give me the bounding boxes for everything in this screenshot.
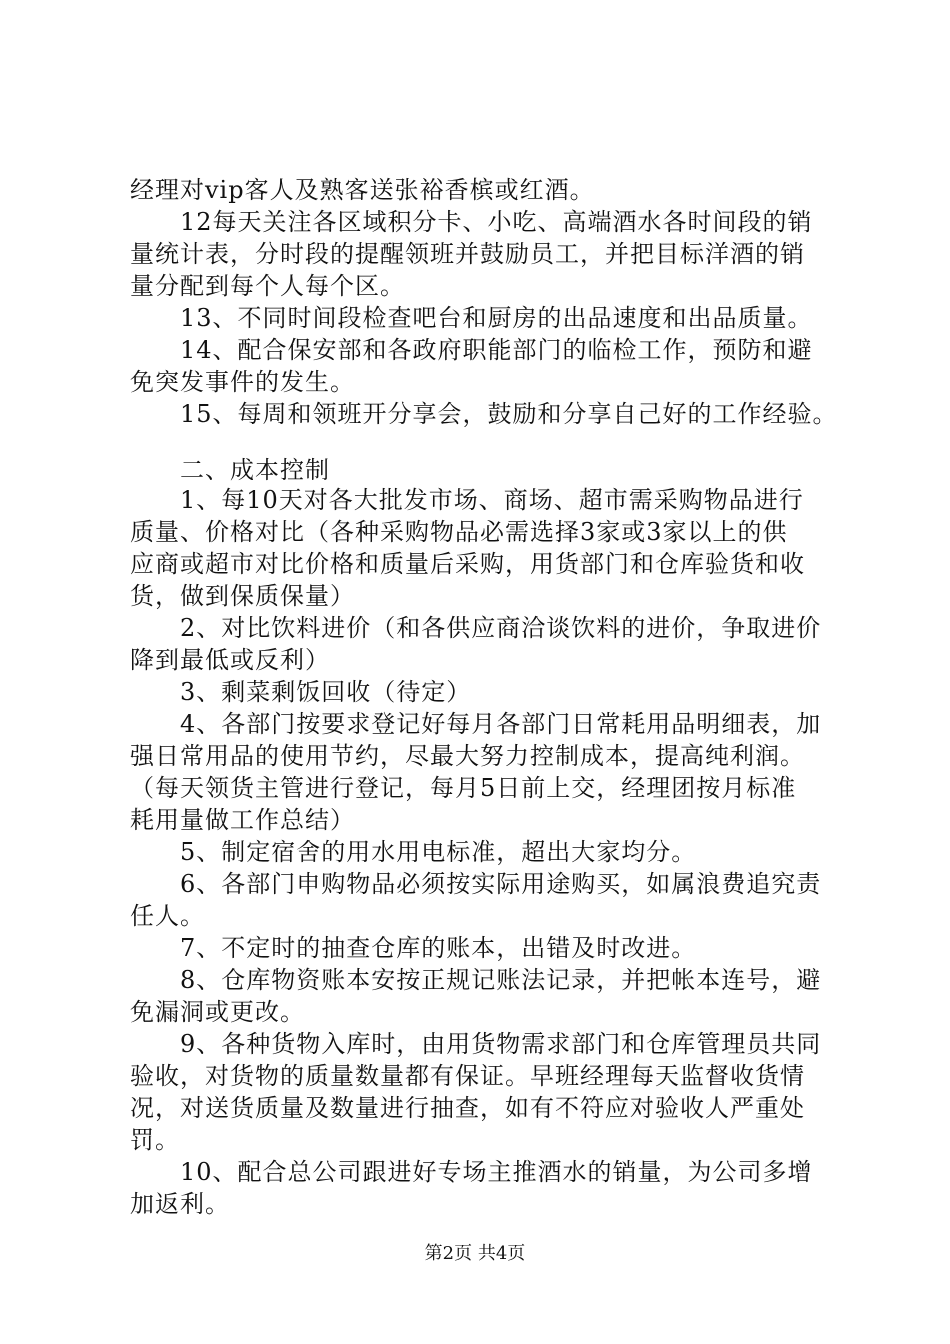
text-line: 14、配合保安部和各政府职能部门的临检工作，预防和避 bbox=[130, 336, 813, 364]
text-line: 免突发事件的发生。 bbox=[130, 368, 355, 396]
text-line: 12每天关注各区域积分卡、小吃、高端酒水各时间段的销 bbox=[130, 208, 813, 236]
text-line: 13、不同时间段检查吧台和厨房的出品速度和出品质量。 bbox=[130, 304, 813, 332]
text-line: 量统计表，分时段的提醒领班并鼓励员工，并把目标洋酒的销 bbox=[130, 240, 805, 268]
text-line: 3、剩菜剩饭回收（待定） bbox=[130, 678, 472, 706]
text-line: 验收，对货物的质量数量都有保证。早班经理每天监督收货情 bbox=[130, 1062, 805, 1090]
text-line: 15、每周和领班开分享会，鼓励和分享自己好的工作经验。 bbox=[130, 400, 838, 428]
text-line: 经理对vip客人及熟客送张裕香槟或红酒。 bbox=[130, 176, 595, 204]
section-heading: 二、成本控制 bbox=[130, 456, 330, 484]
text-line: 况，对送货质量及数量进行抽查，如有不符应对验收人严重处 bbox=[130, 1094, 805, 1122]
text-line: 2、对比饮料进价（和各供应商洽谈饮料的进价，争取进价 bbox=[130, 614, 822, 642]
text-line: 4、各部门按要求登记好每月各部门日常耗用品明细表，加 bbox=[130, 710, 822, 738]
text-line: （每天领货主管进行登记，每月5日前上交，经理团按月标准 bbox=[130, 774, 797, 802]
page-number-footer: 第2页 共4页 bbox=[424, 1243, 526, 1264]
text-line: 8、仓库物资账本安按正规记账法记录，并把帐本连号，避 bbox=[130, 966, 822, 994]
text-line: 耗用量做工作总结） bbox=[130, 806, 355, 834]
text-line: 降到最低或反利） bbox=[130, 646, 330, 674]
text-line: 货，做到保质保量） bbox=[130, 582, 355, 610]
text-line: 5、制定宿舍的用水用电标准，超出大家均分。 bbox=[130, 838, 697, 866]
text-line: 9、各种货物入库时，由用货物需求部门和仓库管理员共同 bbox=[130, 1030, 822, 1058]
text-line: 任人。 bbox=[130, 902, 205, 930]
text-line: 应商或超市对比价格和质量后采购，用货部门和仓库验货和收 bbox=[130, 550, 805, 578]
text-line: 10、配合总公司跟进好专场主推酒水的销量，为公司多增 bbox=[130, 1158, 813, 1186]
text-line: 加返利。 bbox=[130, 1190, 230, 1218]
text-line: 质量、价格对比（各种采购物品必需选择3家或3家以上的供 bbox=[130, 518, 788, 546]
text-line: 罚。 bbox=[130, 1126, 180, 1154]
text-line: 量分配到每个人每个区。 bbox=[130, 272, 405, 300]
text-line: 6、各部门申购物品必须按实际用途购买，如属浪费追究责 bbox=[130, 870, 822, 898]
text-line: 1、每10天对各大批发市场、商场、超市需采购物品进行 bbox=[130, 486, 804, 514]
text-line: 7、不定时的抽查仓库的账本，出错及时改进。 bbox=[130, 934, 697, 962]
text-line: 免漏洞或更改。 bbox=[130, 998, 305, 1026]
text-line: 强日常用品的使用节约，尽最大努力控制成本，提高纯利润。 bbox=[130, 742, 805, 770]
